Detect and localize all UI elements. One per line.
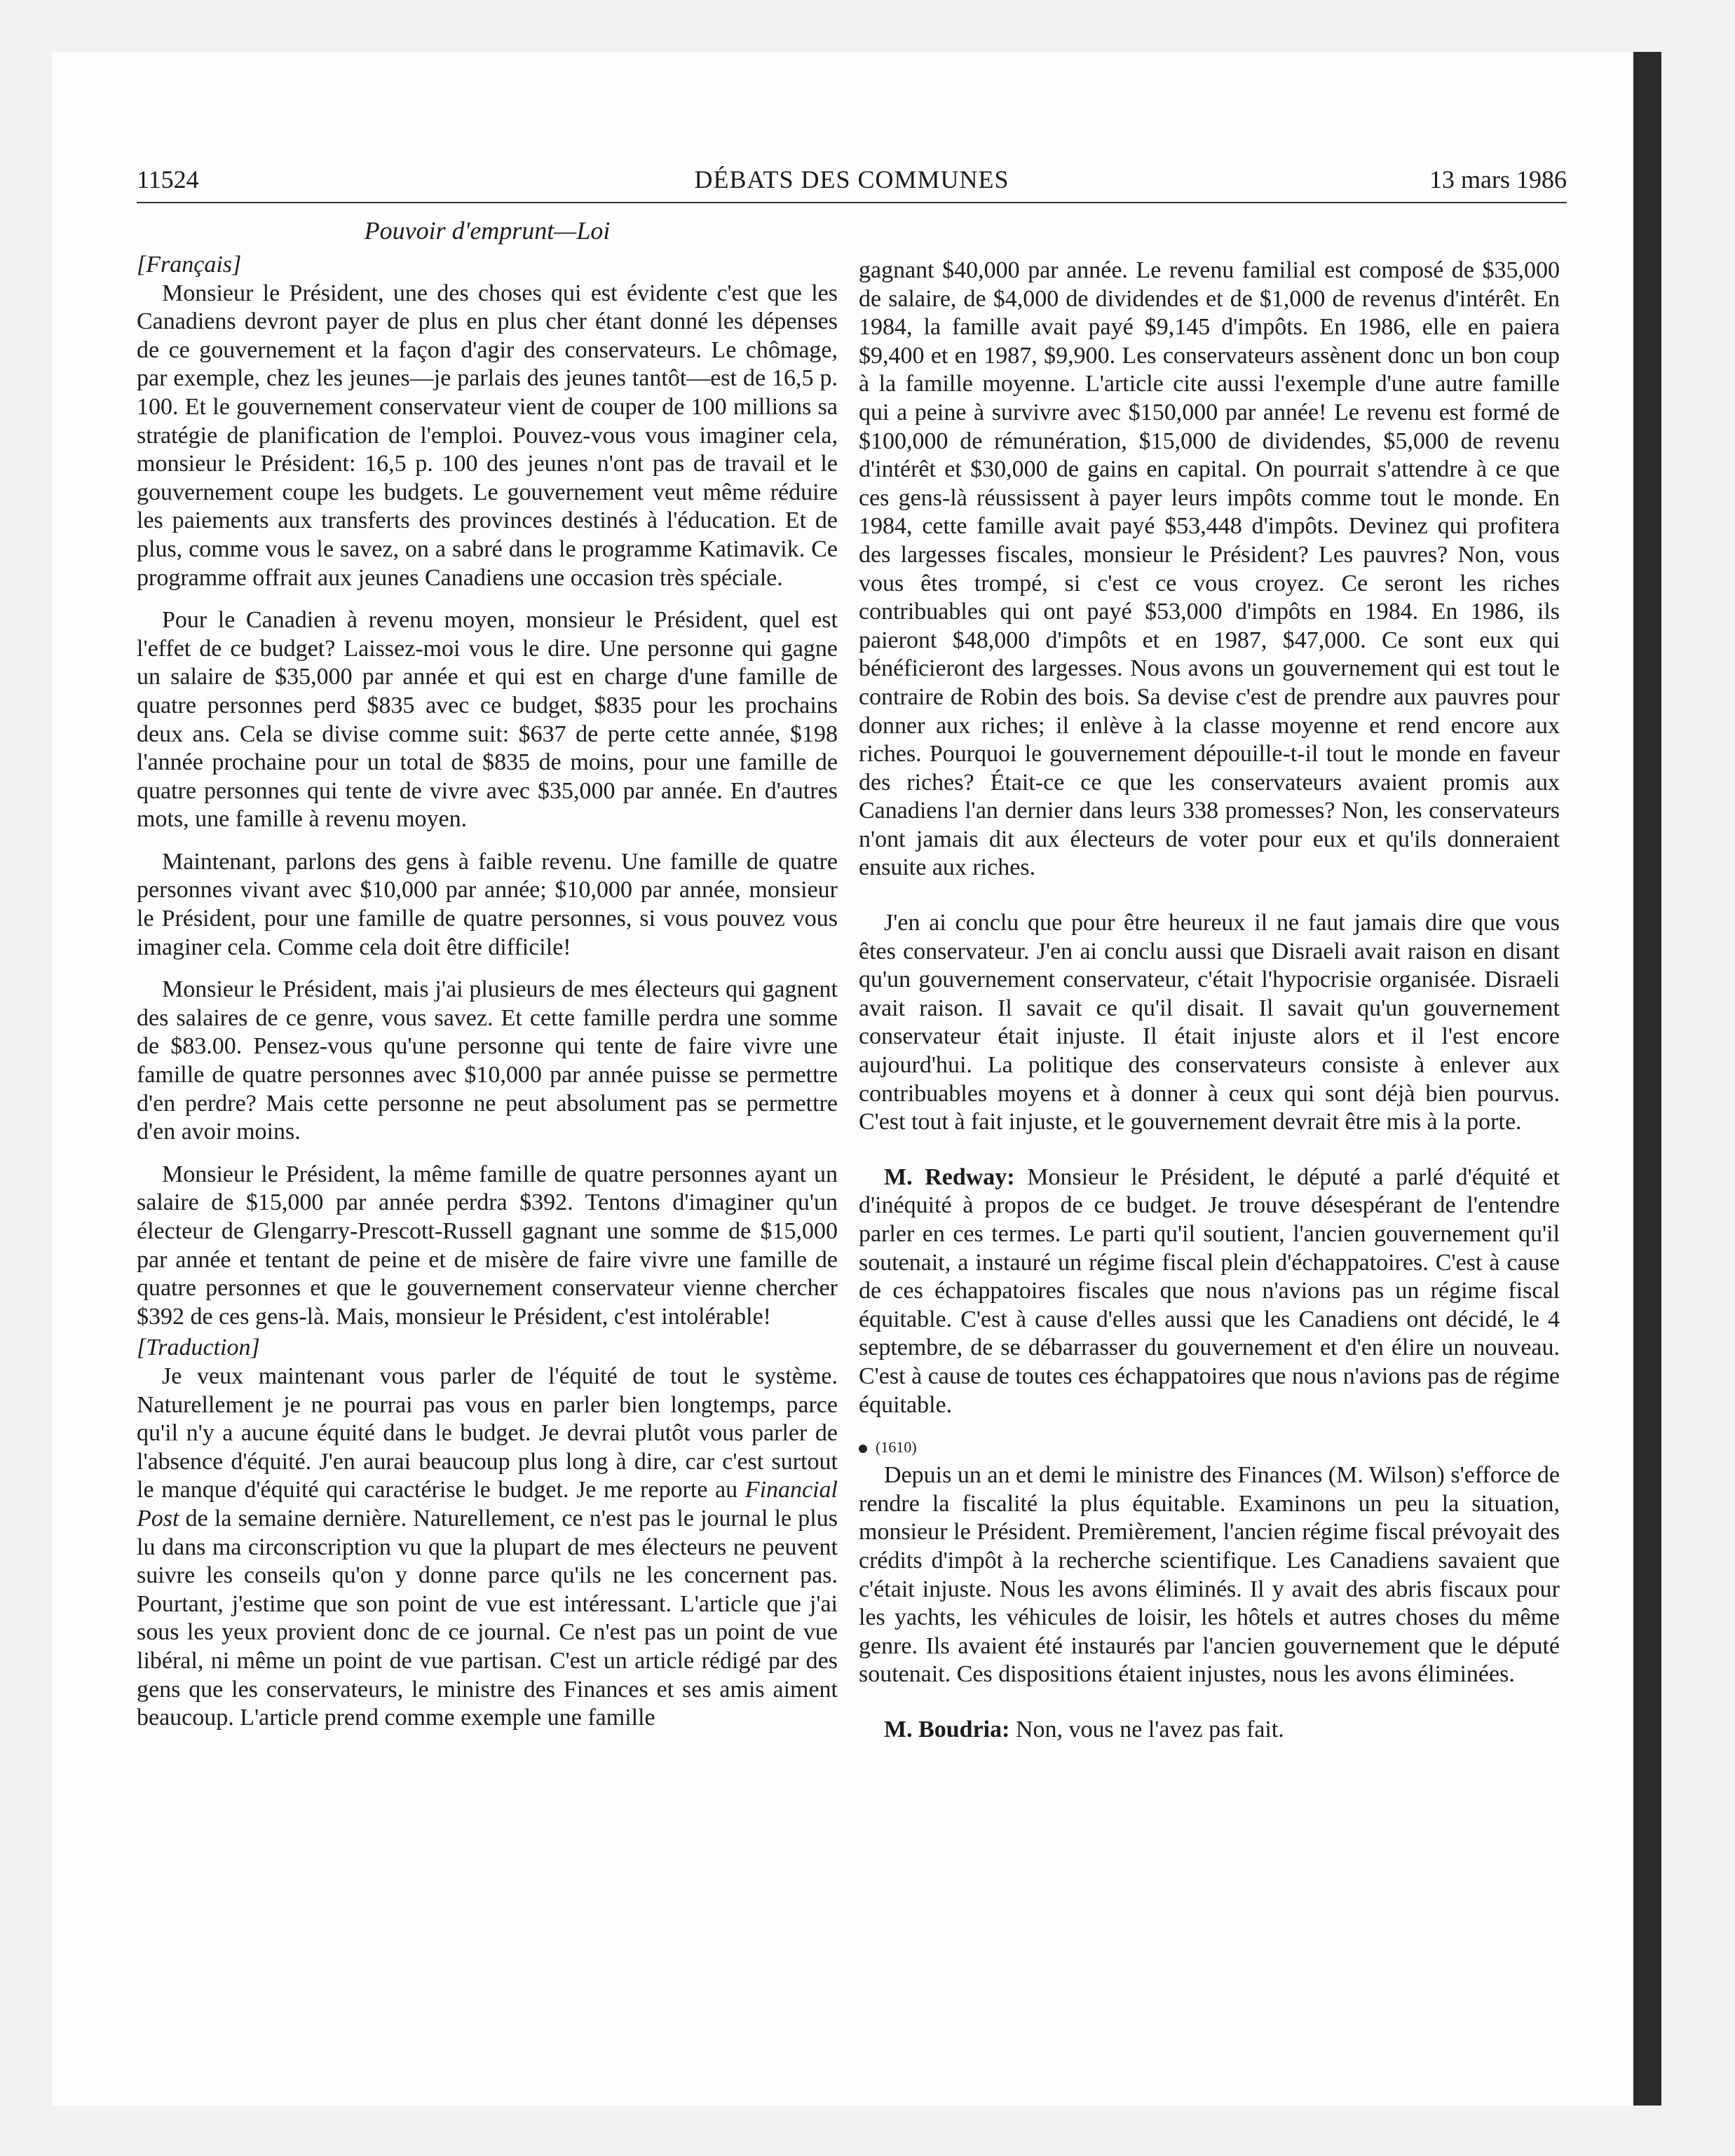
speaker-name: M. Redway:	[884, 1164, 1015, 1190]
paragraph-text: Non, vous ne l'avez pas fait.	[1015, 1716, 1284, 1742]
language-marker: [Traduction]	[137, 1335, 260, 1361]
page-header	[137, 160, 1567, 203]
paragraph	[137, 1363, 838, 1733]
paragraph-text: Je veux maintenant vous parler de l'équité de tout le système. Naturellement je ne pourrai pas vous en parler bien longtemps, parce qu'il n'y a aucune équité dans le budget. Je devrai plutôt vous parler de l'absence d'équité. J'en aurai beaucoup plus long à dire, car c'est surtout le manque d'équité qui caractérise le budget. Je me reporte au	[137, 1363, 838, 1503]
timestamp	[859, 1433, 1560, 1461]
page-date: 13 mars 1986	[1429, 165, 1567, 193]
page-number: 11524	[137, 165, 199, 193]
publication-name: Financial Post	[137, 1477, 838, 1531]
bullet-icon	[859, 1445, 867, 1453]
left-column	[137, 251, 838, 1733]
paragraph-text: de la semaine dernière. Naturellement, ce n'est pas le journal le plus lu dans ma circonscription vu que la plupart de mes électeurs ne peuvent suivre les conseils qu'on y donne parce qu'ils ne les concernent pas. Pourtant, j'estime que son point de vue est intéressant. L'article que j'ai sous les yeux provient donc de ce journal. Ce n'est pas un point de vue libéral, ni même un point de vue partisan. C'est un article rédigé par des gens que les conservateurs, le ministre des Finances et ses amis aiment beaucoup. L'article prend comme exemple une famille	[137, 1505, 838, 1731]
section-subtitle: Pouvoir d'emprunt—Loi	[364, 217, 611, 245]
right-column	[859, 257, 1560, 1745]
paragraph-text: Monsieur le Président, le député a parlé d'équité et d'inéquité à propos de ce budget. Je trouve désespérant de l'entendre parler en ces termes. Le parti qu'il soutient, l'ancien gouvernement qu'il soutenait, a instauré un régime fiscal plein d'échappatoires. C'est à cause de ces échappatoires fiscales que nous n'avions pas un régime fiscal équitable. C'est à cause d'elles aussi que les Canadiens ont décidé, le 4 septembre, de se débarrasser du gouvernement et d'en élire un nouveau. C'est à cause de toutes ces échappatoires que nous n'avions pas de régime équitable.	[859, 1164, 1560, 1418]
paragraph: Monsieur le Président, la même famille de quatre personnes ayant un salaire de $15,000 par année perdra $392. Tentons d'imaginer qu'un électeur de Glengarry-Prescott-Russell gagnant une somme de $15,000 par année et tentant de peine et de misère de faire vivre une famille de quatre personnes et que le gouvernement conservateur vienne chercher $392 de ces gens-là. Mais, monsieur le Président, c'est intolérable!	[137, 1161, 838, 1330]
paragraph: Monsieur le Président, mais j'ai plusieurs de mes électeurs qui gagnent des salaires de ce genre, vous savez. Et cette famille perdra une somme de $83.00. Pensez-vous qu'une personne qui tente de faire vivre une famille de quatre personnes avec $10,000 par année puisse se permettre d'en perdre? Mais cette personne ne peut absolument pas se permettre d'en avoir moins.	[137, 976, 838, 1145]
paragraph: Depuis un an et demi le ministre des Finances (M. Wilson) s'efforce de rendre la fiscalité la plus équitable. Examinons un peu la situation, monsieur le Président. Premièrement, l'ancien régime fiscal prévoyait des crédits d'impôt à la recherche scientifique. Les Canadiens savaient que c'était injuste. Nous les avons éliminés. Il y avait des abris fiscaux pour les yachts, les véhicules de loisir, les hôtels et autres choses du même genre. Ils avaient été instaurés par l'ancien gouvernement que le député soutenait. Ces dispositions étaient injustes, nous les avons éliminées.	[859, 1462, 1560, 1688]
paragraph: Pour le Canadien à revenu moyen, monsieur le Président, quel est l'effet de ce budget? Laissez-moi vous le dire. Une personne qui gagne un salaire de $35,000 par année et qui est en charge d'une famille de quatre personnes perd $835 avec ce budget, $835 pour les prochains deux ans. Cela se divise comme suit: $637 de perte cette année, $198 l'année prochaine pour un total de $835 de moins, pour une famille de quatre personnes qui tente de vivre avec $35,000 par année. En d'autres mots, une famille à revenu moyen.	[137, 607, 838, 833]
scan-edge-bar	[1633, 52, 1661, 2106]
paragraph: Maintenant, parlons des gens à faible revenu. Une famille de quatre personnes vivant avec $10,000 par année; $10,000 par année, monsieur le Président, pour une famille de quatre personnes, si vous pouvez vous imaginer cela. Comme cela doit être difficile!	[137, 848, 838, 960]
paragraph: gagnant $40,000 par année. Le revenu familial est composé de $35,000 de salaire, de $4,000 de dividendes et de $1,000 de revenus d'intérêt. En 1984, la famille avait payé $9,145 d'impôts. En 1986, elle en paiera $9,400 et en 1987, $9,900. Les conservateurs assènent donc un bon coup à la famille moyenne. L'article cite aussi l'exemple d'une autre famille qui a peine à survivre avec $150,000 par année! Le revenu est formé de $100,000 de rémunération, $15,000 de dividendes, $5,000 de revenu d'intérêt et $30,000 de gains en capital. On pourrait s'attendre à ce que ces gens-là réussissent à payer leurs impôts comme tout le monde. En 1984, cette famille avait payé $53,448 d'impôts. Devinez qui profitera des largesses fiscales, monsieur le Président? Les pauvres? Non, vous vous êtes trompé, si c'est ce vous croyez. Ce seront les riches contribuables qui ont payé $53,000 d'impôts en 1984. En 1986, ils paieront $48,000 d'impôts et en 1987, $47,000. Ce sont eux qui bénéficieront des largesses. Nous avons un gouvernement qui est tout le contraire de Robin des bois. Sa devise c'est de prendre aux pauvres pour donner aux riches; il enlève à la classe moyenne et rend encore aux riches. Pourquoi le gouvernement dépouille-t-il tout le monde en faveur des riches? Était-ce ce que les conservateurs avaient promis aux Canadiens l'an dernier dans leurs 338 promesses? Non, les conservateurs n'ont jamais dit aux électeurs de voter pour eux et qu'ils donneraient ensuite aux riches.	[859, 257, 1560, 881]
paragraph	[859, 1716, 1560, 1745]
publication-title: DÉBATS DES COMMUNES	[694, 165, 1009, 193]
paragraph	[859, 1164, 1560, 1419]
paragraph: Monsieur le Président, une des choses qui est évidente c'est que les Canadiens devront payer de plus en plus cher étant donné les dépenses de ce gouvernement et la façon d'agir des conservateurs. Le chômage, par exemple, chez les jeunes—je parlais des jeunes tantôt—est de 16,5 p. 100. Et le gouvernement conservateur vient de couper de 100 millions sa stratégie de planification de l'emploi. Pouvez-vous vous imaginer cela, monsieur le Président: 16,5 p. 100 des jeunes n'ont pas de travail et le gouvernement coupe les budgets. Le gouvernement veut même réduire les paiements aux transferts des provinces destinés à l'éducation. Et de plus, comme vous le savez, on a sabré dans le programme Katimavik. Ce programme offrait aux jeunes Canadiens une occasion très spéciale.	[137, 280, 838, 591]
language-marker: [Français]	[137, 252, 242, 278]
speaker-name: M. Boudria:	[884, 1716, 1010, 1742]
paragraph: J'en ai conclu que pour être heureux il ne faut jamais dire que vous êtes conservateur. J'en ai conclu aussi que Disraeli avait raison en disant qu'un gouvernement conservateur, c'était l'hypocrisie organisée. Disraeli avait raison. Il savait ce qu'il disait. Il savait qu'un gouvernement conservateur était injuste. Il était injuste alors et il l'est encore aujourd'hui. La politique des conservateurs consiste à enlever aux contribuables moyens et à donner à ceux qui sont déjà bien pourvus. C'est tout à fait injuste, et le gouvernement devrait être mis à la porte.	[859, 910, 1560, 1135]
timestamp-text: (1610)	[876, 1438, 917, 1456]
